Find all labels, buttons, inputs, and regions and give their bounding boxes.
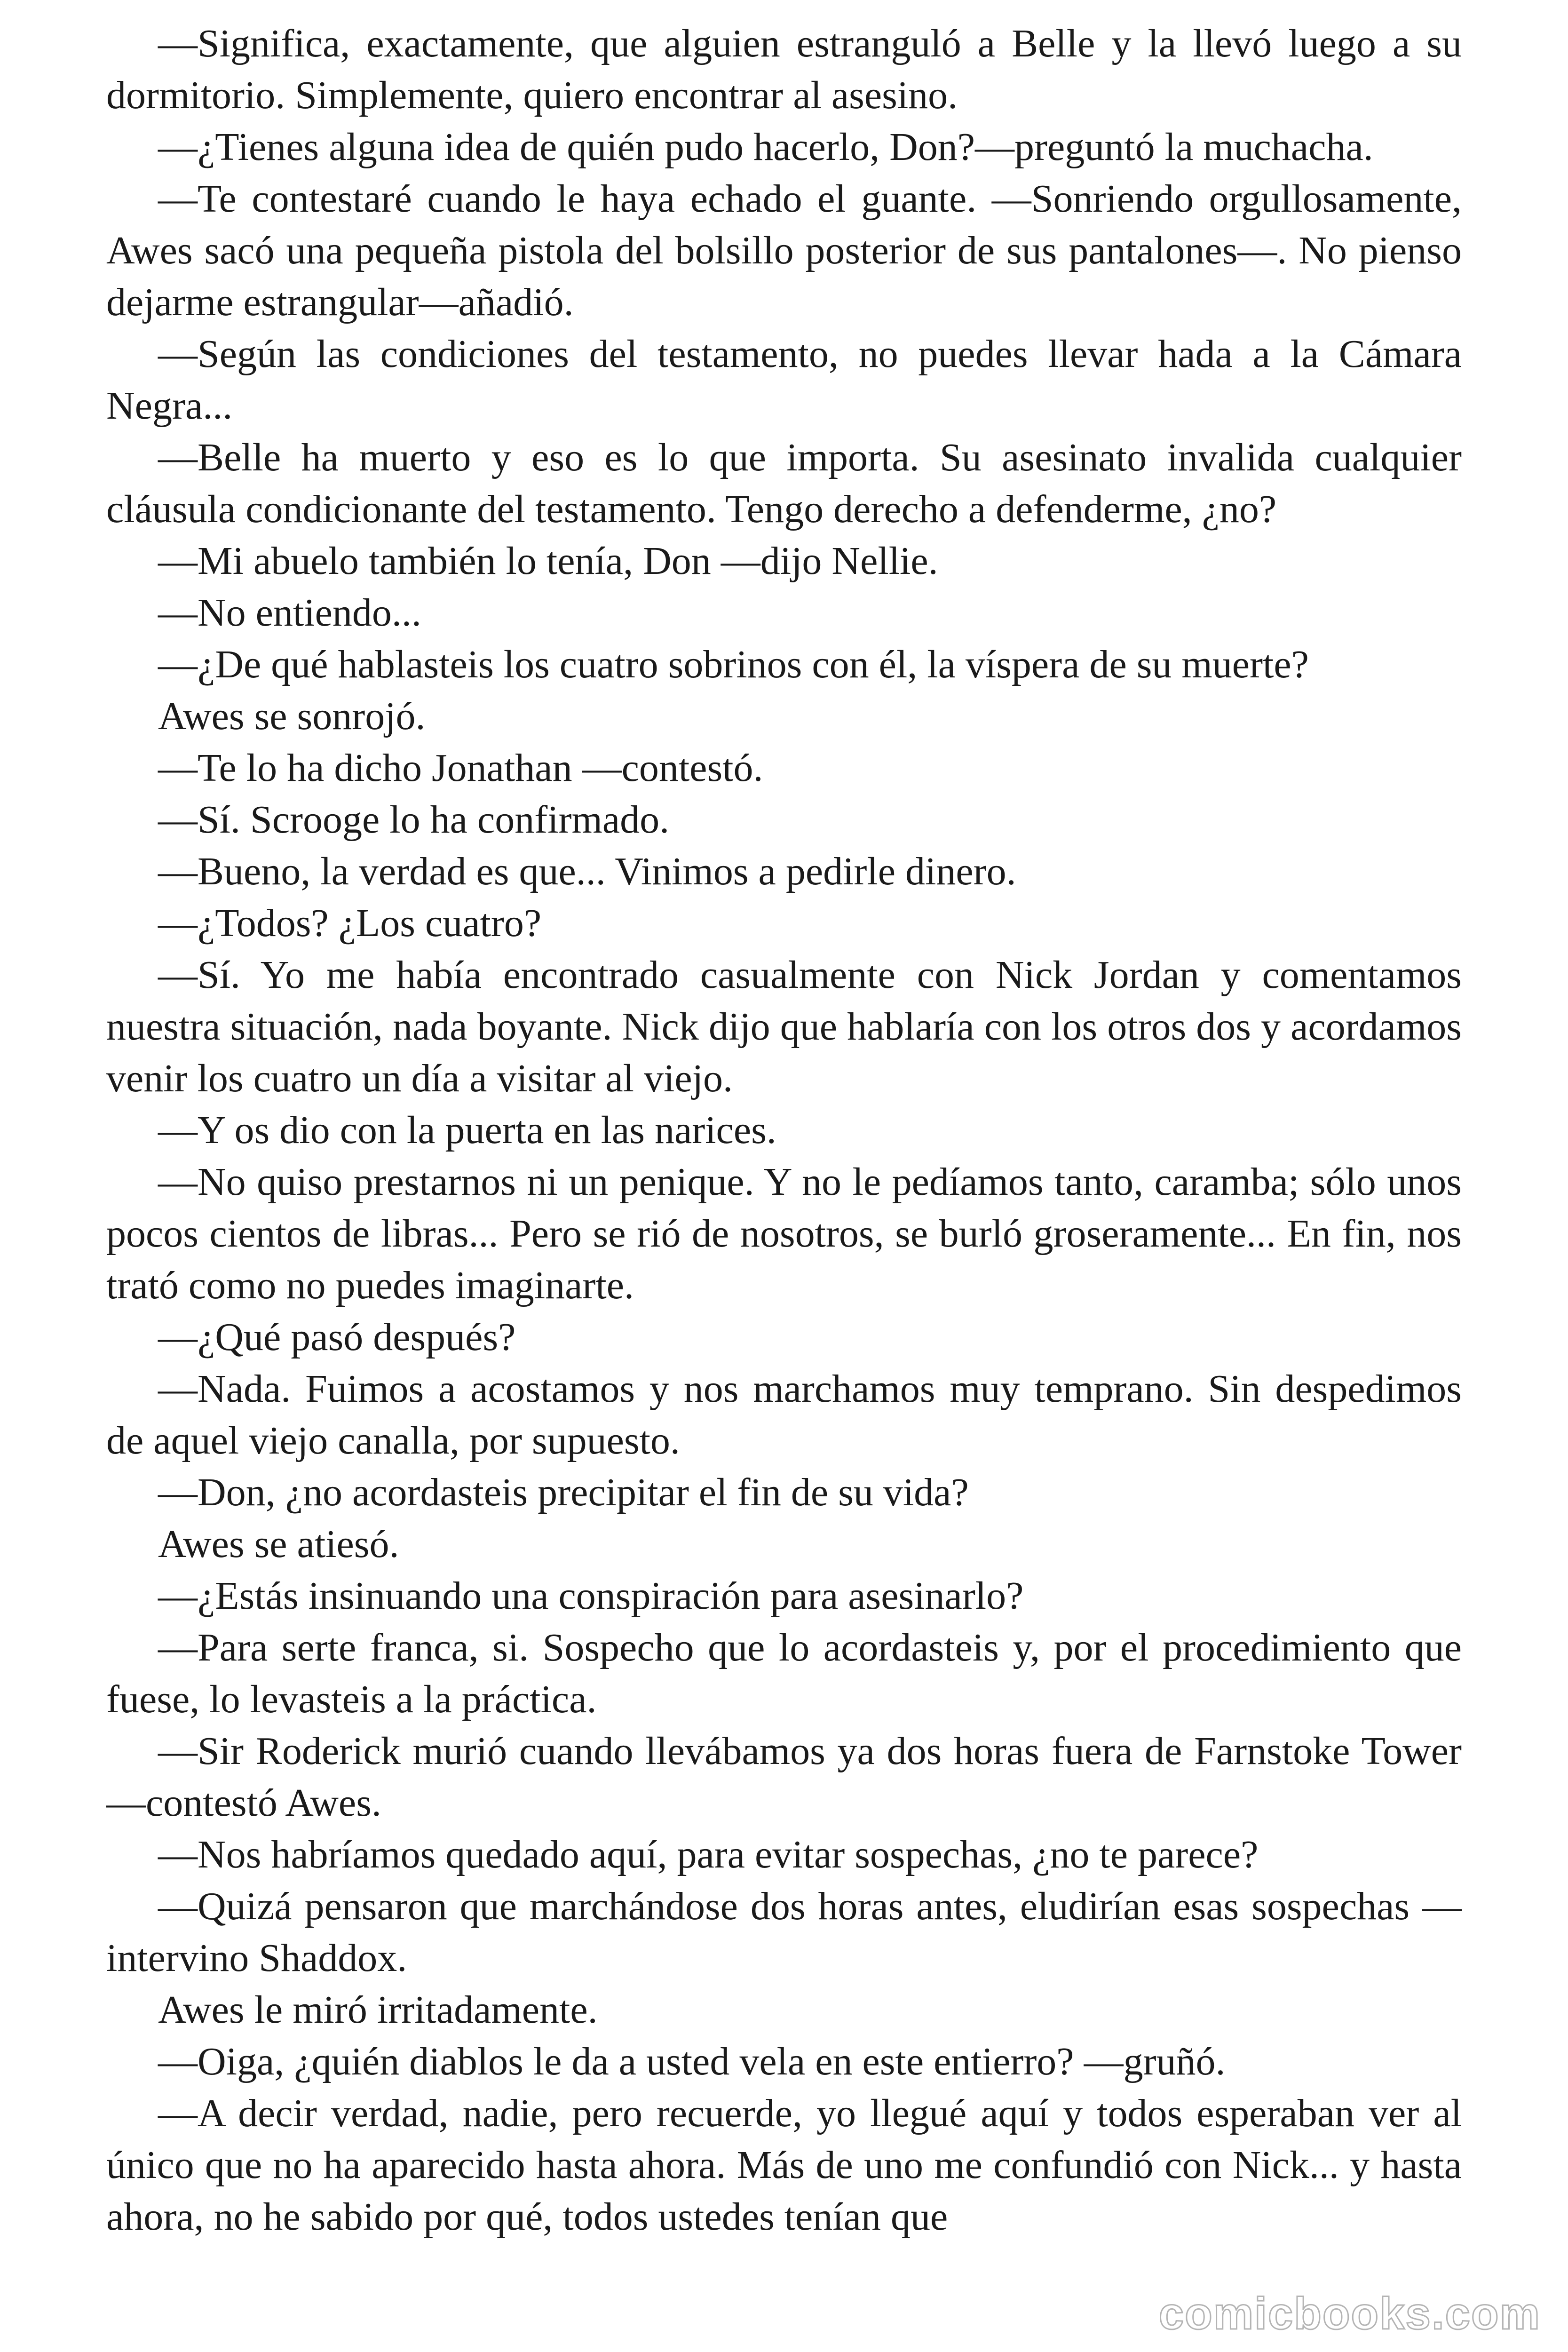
paragraph: —No quiso prestarnos ni un penique. Y no le pedíamos tanto, caramba; sólo unos pocos cientos de libras... Pero se rió de nosotros, se burló groseramente... En fin, nos trató como no puedes imaginarte. (106, 1160, 1462, 1307)
paragraph: —Y os dio con la puerta en las narices. (158, 1108, 776, 1152)
paragraph: Awes se atiesó. (158, 1522, 399, 1566)
paragraph: —Mi abuelo también lo tenía, Don —dijo Nellie. (158, 539, 938, 583)
paragraph: —¿Estás insinuando una conspiración para asesinarlo? (158, 1574, 1024, 1618)
paragraph: —A decir verdad, nadie, pero recuerde, yo llegué aquí y todos esperaban ver al único que no ha aparecido hasta ahora. Más de uno me confundió con Nick... y hasta ahora, no he sabido por qué, todos ustedes tenían que (106, 2091, 1462, 2239)
paragraph: —Te lo ha dicho Jonathan —contestó. (158, 746, 763, 790)
paragraph: —Sir Roderick murió cuando llevábamos ya dos horas fuera de Farnstoke Tower —contestó Awes. (106, 1729, 1462, 1825)
paragraph: Awes le miró irritadamente. (158, 1988, 598, 2032)
paragraph: —¿De qué hablasteis los cuatro sobrinos con él, la víspera de su muerte? (158, 643, 1309, 686)
paragraph: —Nada. Fuimos a acostamos y nos marchamos muy temprano. Sin despedimos de aquel viejo canalla, por supuesto. (106, 1367, 1462, 1462)
paragraph: —Belle ha muerto y eso es lo que importa. Su asesinato invalida cualquier cláusula condicionante del testamento. Tengo derecho a defenderme, ¿no? (106, 436, 1462, 531)
paragraph: —Bueno, la verdad es que... Vinimos a pedirle dinero. (158, 850, 1016, 893)
watermark: comicbooks.com (1158, 2288, 1541, 2339)
paragraph: —Sí. Scrooge lo ha confirmado. (158, 798, 670, 842)
paragraph: —Quizá pensaron que marchándose dos horas antes, eludirían esas sospechas —intervino Shaddox. (106, 1884, 1462, 1980)
paragraph: —Para serte franca, si. Sospecho que lo acordasteis y, por el procedimiento que fuese, lo levasteis a la práctica. (106, 1626, 1462, 1721)
paragraph: —¿Todos? ¿Los cuatro? (158, 901, 542, 945)
page-body-text (106, 18, 1462, 2243)
paragraph: —Te contestaré cuando le haya echado el guante. —Sonriendo orgullosamente, Awes sacó una pequeña pistola del bolsillo posterior de sus pantalones—. No pienso dejarme estrangular—añadió. (106, 177, 1462, 324)
paragraph: —Oiga, ¿quién diablos le da a usted vela en este entierro? —gruñó. (158, 2040, 1226, 2083)
paragraph: Awes se sonrojó. (158, 694, 426, 738)
paragraph: —Sí. Yo me había encontrado casualmente con Nick Jordan y comentamos nuestra situación, nada boyante. Nick dijo que hablaría con los otros dos y acordamos venir los cuatro un día a visitar al viejo. (106, 953, 1462, 1100)
paragraph: —Según las condiciones del testamento, no puedes llevar hada a la Cámara Negra... (106, 332, 1462, 428)
paragraph: —No entiendo... (158, 591, 421, 635)
paragraph: —Don, ¿no acordasteis precipitar el fin de su vida? (158, 1470, 969, 1514)
paragraph: —Nos habríamos quedado aquí, para evitar sospechas, ¿no te parece? (158, 1833, 1259, 1876)
paragraph: —Significa, exactamente, que alguien estranguló a Belle y la llevó luego a su dormitorio. Simplemente, quiero encontrar al asesino. (106, 22, 1462, 117)
paragraph: —¿Tienes alguna idea de quién pudo hacerlo, Don?—preguntó la muchacha. (158, 125, 1373, 169)
paragraph: —¿Qué pasó después? (158, 1315, 516, 1359)
